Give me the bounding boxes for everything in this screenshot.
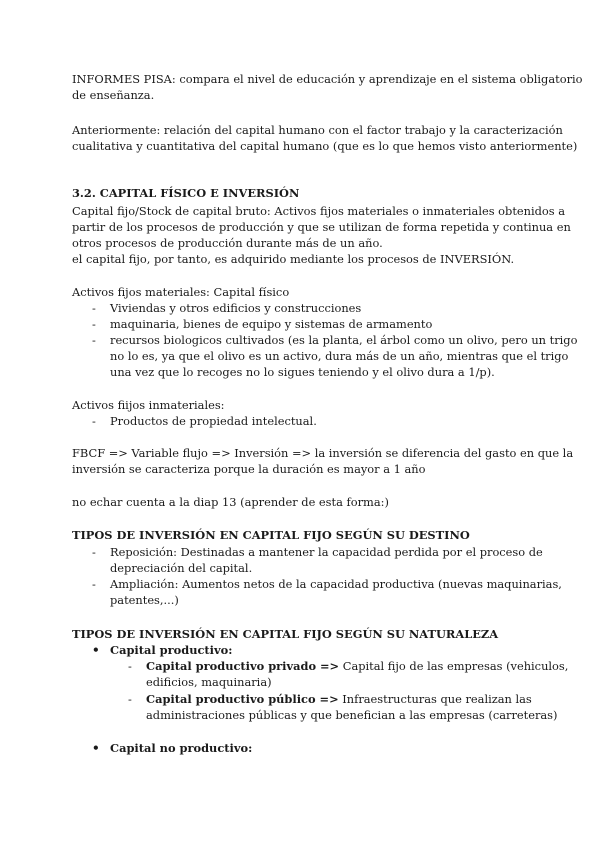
list-item-continuation: una vez que lo recoges no lo sigues teniendo y el olivo dura a 1/p). [110,365,495,379]
pisa-text-line-2: de enseñanza. [72,88,155,102]
list-item-continuation: depreciación del capital. [110,561,253,575]
definition-line-3: otros procesos de producción durante más de un año. [72,236,383,250]
list-item-continuation: edificios, maquinaria) [146,675,272,689]
materiales-heading: Activos fijos materiales: Capital físico [72,285,290,299]
list-item: - maquinaria, bienes de equipo y sistemas de armamento [110,317,432,332]
definition-line-2: partir de los procesos de producción y que se utilizan de forma repetida y continua en [72,220,571,234]
list-item: - Reposición: Destinadas a mantener la capacidad perdida por el proceso de [110,545,543,560]
anteriormente-line-1: Anteriormente: relación del capital humano con el factor trabajo y la caracterización [72,123,563,137]
list-item-continuation: no lo es, ya que el olivo es un activo, dura más de un año, mientras que el trigo [110,349,569,363]
list-item: - recursos biologicos cultivados (es la planta, el árbol como un olivo, pero un trigo [110,333,577,348]
inmateriales-heading: Activos fiijos inmateriales: [72,398,225,412]
naturaleza-heading: TIPOS DE INVERSIÓN EN CAPITAL FIJO SEGÚN SU NATURALEZA [72,627,499,641]
capital-productivo-item: • Capital productivo: [110,643,232,658]
note-text: no echar cuenta a la diap 13 (aprender de esta forma:) [72,495,389,509]
pisa-text-line-1: INFORMES PISA: compara el nivel de educación y aprendizaje en el sistema obligatorio [72,72,583,86]
privado-item [146,659,568,674]
publico-label: Capital productivo público => [146,692,339,706]
list-item: - Productos de propiedad intelectual. [110,414,317,429]
definition-line-1: Capital fijo/Stock de capital bruto: Activos fijos materiales o inmateriales obtenidos a [72,204,566,218]
definition-line-4: el capital fijo, por tanto, es adquirido mediante los procesos de INVERSIÓN. [72,252,515,266]
publico-text: Infraestructuras que realizan las [338,692,532,706]
privado-text: Capital fijo de las empresas (vehiculos, [339,659,569,673]
list-item: - Viviendas y otros edificios y construcciones [110,301,361,316]
privado-label: Capital productivo privado => [146,659,340,673]
destino-heading: TIPOS DE INVERSIÓN EN CAPITAL FIJO SEGÚN SU DESTINO [72,528,470,542]
list-item: - Ampliación: Aumentos netos de la capacidad productiva (nuevas maquinarias, [110,577,562,592]
list-item-continuation: administraciones públicas y que benefician a las empresas (carreteras) [146,708,558,722]
section-heading: 3.2. CAPITAL FÍSICO E INVERSIÓN [72,186,300,200]
publico-item [146,692,532,707]
fbcf-line-1: FBCF => Variable flujo => Inversión => la inversión se diferencia del gasto en que la [72,446,574,460]
anteriormente-line-2: cualitativa y cuantitativa del capital humano (que es lo que hemos visto anteriormente) [72,139,578,153]
list-item-continuation: patentes,...) [110,593,179,607]
capital-no-productivo-item: • Capital no productivo: [110,741,252,756]
fbcf-line-2: inversión se caracteriza porque la duración es mayor a 1 año [72,462,426,476]
